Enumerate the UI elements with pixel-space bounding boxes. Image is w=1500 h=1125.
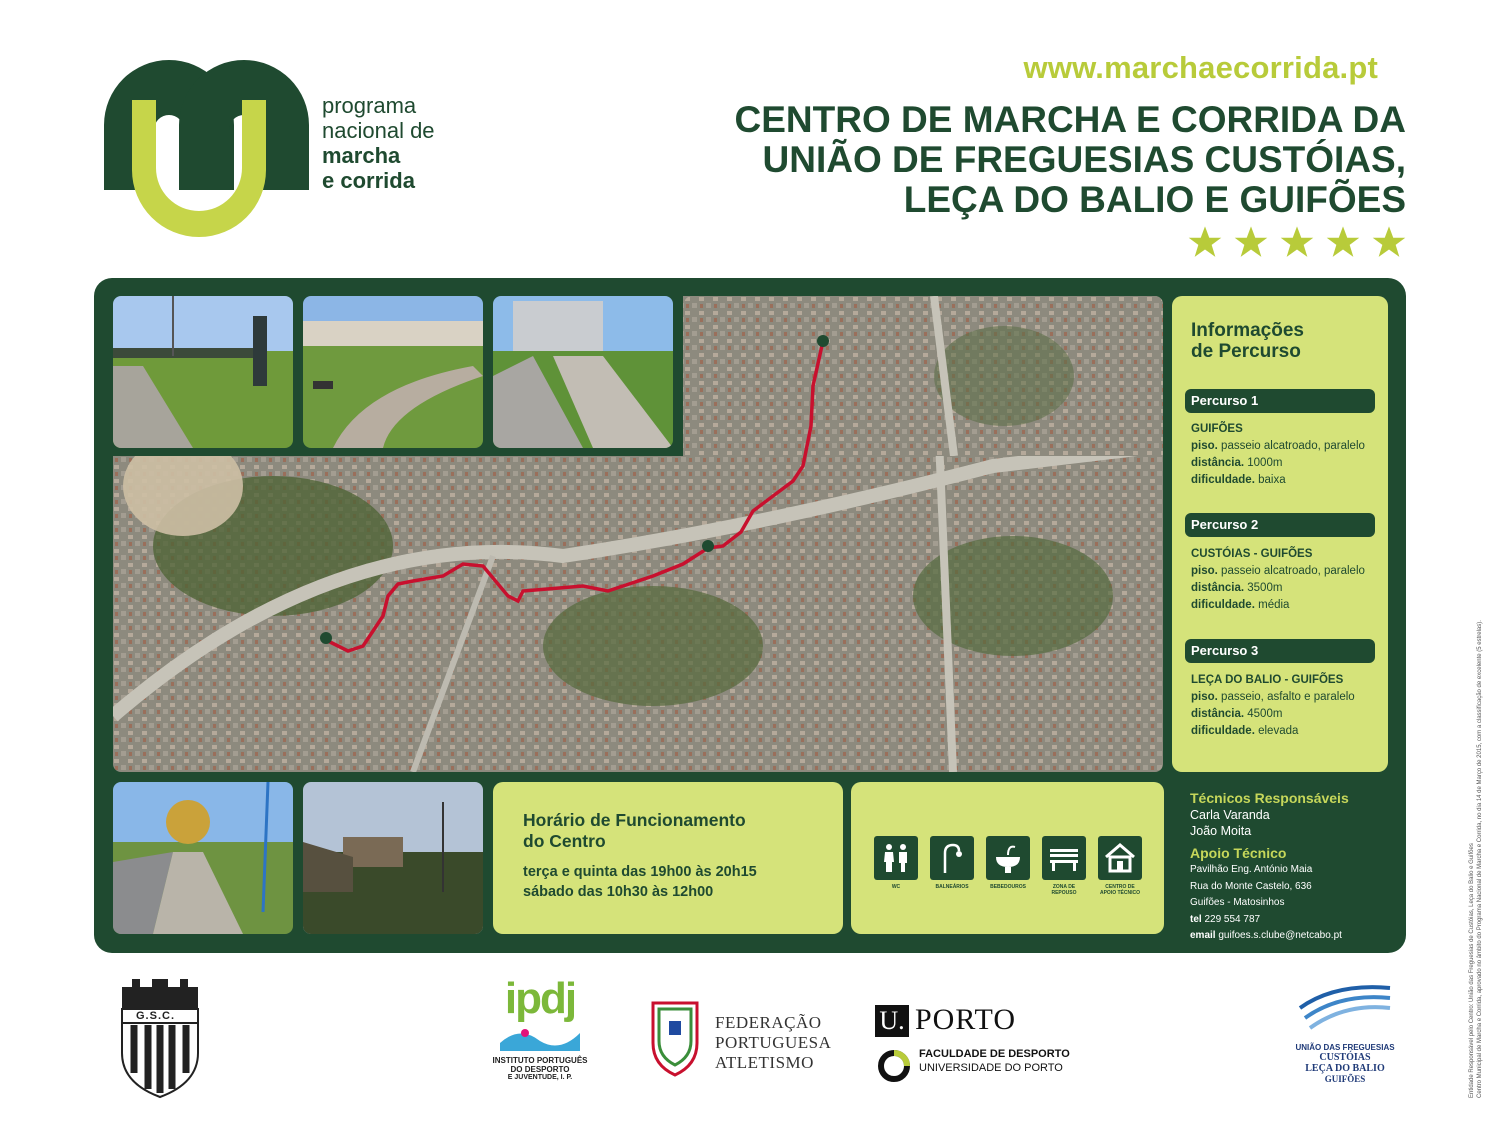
title-line3: LEÇA DO BALIO E GUIFÕES [903, 179, 1406, 220]
uporto-u-box: U. [875, 1005, 909, 1037]
star-icon [1234, 225, 1268, 259]
title-line1: CENTRO DE MARCHA E CORRIDA DA [734, 99, 1406, 140]
route-1-details: GUIFÕES piso. passeio alcatroado, paralelo distância. 1000m dificuldade. baixa [1191, 423, 1365, 486]
ipdj-wave-icon [495, 1023, 585, 1051]
ipdj-mark: ipdj [504, 974, 576, 1023]
rating-stars [1188, 225, 1406, 259]
phone: tel 229 554 787 [1190, 913, 1261, 925]
facilities-panel [851, 782, 1164, 934]
ipdj-logo: ipdj INSTITUTO PORTUGUÊS DO DESPORTO E JUVENTUDE, I. P. [490, 975, 590, 1100]
fpa-logo [645, 995, 835, 1085]
facility-rest-area: ZONA DE REPOUSO [1042, 836, 1086, 896]
route-2-label: Percurso 2 [1185, 513, 1375, 537]
fpa-emblem-icon [645, 995, 705, 1080]
tecnico-1: Carla Varanda [1190, 808, 1270, 822]
photo-evening-path [303, 782, 483, 934]
opening-hours-saturday: sábado das 10h30 às 12h00 [523, 884, 714, 900]
bench-icon [1042, 836, 1086, 880]
uporto-logo [875, 1005, 1075, 1090]
address-line3: Guifões - Matosinhos [1190, 897, 1285, 908]
star-icon [1280, 225, 1314, 259]
uporto-name: PORTO [915, 1003, 1017, 1036]
route-3-label: Percurso 3 [1185, 639, 1375, 663]
logo-line2: nacional de [322, 118, 435, 143]
union-waves-icon [1295, 978, 1395, 1038]
union-parishes-logo: UNIÃO DAS FREGUESIAS CUSTÓIAS LEÇA DO BALIO GUIFÕES [1290, 978, 1400, 1103]
opening-hours-panel [493, 782, 843, 934]
logo-wordmark [322, 93, 435, 193]
gsc-crest [110, 975, 210, 1100]
map-upper-right [684, 296, 1163, 456]
title-line2: UNIÃO DE FREGUESIAS CUSTÓIAS, [762, 139, 1406, 180]
opening-hours-weekday: terça e quinta das 19h00 às 20h15 [523, 864, 757, 880]
drinking-fountain-icon [986, 836, 1030, 880]
logo-line1: programa [322, 93, 417, 118]
gsc-label: G.S.C. [136, 1010, 176, 1022]
facility-fountains: BEBEDOUROS [986, 836, 1030, 890]
uporto-line1: FACULDADE DE DESPORTO [919, 1048, 1070, 1060]
mc-logo-mark [94, 50, 324, 250]
logo-line3: marcha [322, 143, 401, 168]
program-logo [94, 50, 324, 250]
star-icon [1372, 225, 1406, 259]
vertical-note: Entidade Responsável pelo Centro: União das Freguesias de Custóias, Leça do Balio e Guifões Centro Municipal de Marcha e Corrida, aprovado no âmbito do Programa Nacional de Marcha e Corrida, no dia 14 de Março de 2015, com a classificação de excelente (5 estrelas). [1469, 620, 1483, 1098]
facility-wc: WC [874, 836, 918, 890]
website-url[interactable]: www.marchaecorrida.pt [1023, 50, 1378, 85]
uporto-line2: UNIVERSIDADE DO PORTO [919, 1062, 1063, 1074]
route-1-label: Percurso 1 [1185, 389, 1375, 413]
tecnico-2: João Moita [1190, 824, 1252, 838]
facility-technical-support: CENTRO DE APOIO TÉCNICO [1098, 836, 1142, 896]
star-icon [1188, 225, 1222, 259]
route-info-panel [1172, 296, 1388, 772]
photo-3 [493, 296, 673, 448]
page-title [666, 100, 1406, 220]
photo-street-trees [113, 782, 293, 934]
tecnicos-heading: Técnicos Responsáveis [1190, 790, 1349, 806]
address-line1: Pavilhão Eng. António Maia [1190, 864, 1313, 875]
opening-hours-heading: Horário de Funcionamento do Centro [523, 810, 746, 851]
route-3-details: LEÇA DO BALIO - GUIFÕES piso. passeio, asfalto e paralelo distância. 4500m dificuldade. elevada [1191, 674, 1355, 737]
address-line2: Rua do Monte Castelo, 636 [1190, 880, 1312, 892]
route-2-details: CUSTÓIAS - GUIFÕES piso. passeio alcatroado, paralelo distância. 3500m dificuldade. média [1191, 548, 1365, 611]
star-icon [1326, 225, 1360, 259]
photo-1 [113, 296, 293, 448]
uporto-ring-icon [877, 1049, 911, 1083]
shower-icon [930, 836, 974, 880]
info-heading: Informações de Percurso [1191, 320, 1304, 362]
house-icon [1098, 836, 1142, 880]
email[interactable]: email guifoes.s.clube@netcabo.pt [1190, 930, 1342, 941]
wc-icon [874, 836, 918, 880]
photo-2 [303, 296, 483, 448]
fpa-name: FEDERAÇÃO PORTUGUESA ATLETISMO [715, 1013, 832, 1072]
apoio-heading: Apoio Técnico [1190, 845, 1287, 861]
logo-line4: e corrida [322, 168, 415, 193]
facility-showers: BALNEÁRIOS [930, 836, 974, 890]
contact-info [1190, 790, 1349, 945]
